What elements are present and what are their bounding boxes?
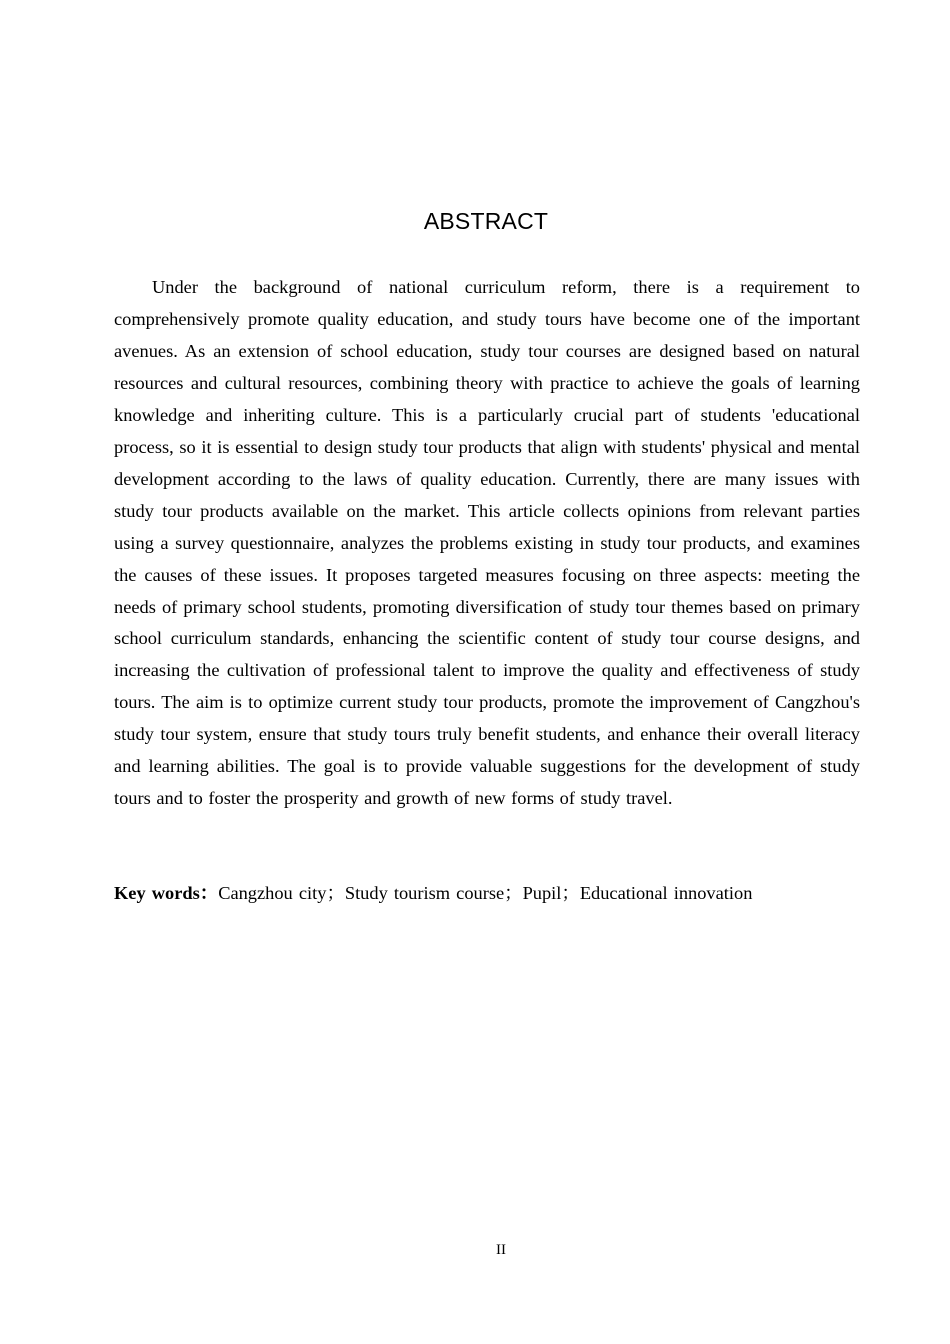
abstract-heading: ABSTRACT <box>423 208 549 234</box>
keywords-label: Key words： <box>114 883 219 903</box>
keyword-item: Study tourism course <box>344 883 505 903</box>
keyword-item: Pupil <box>522 883 562 903</box>
keyword-separator: ； <box>326 883 345 903</box>
abstract-body: Under the background of national curriculum reform, there is a requirement to comprehensively promote quality education, and study tours have become one of the important avenues. As an extension of school education, study tour courses are designed based on natural resources and cultural resources, combining theory with practice to achieve the goals of learning knowledge and inheriting culture. This is a particularly crucial part of students 'educational process, so it is essential to design study tour products that align with students' physical and mental development according to the laws of quality education. Currently, there are many issues with study tour products available on the market. This article collects opinions from relevant parties using a survey questionnaire, analyzes the problems existing in study tour products, and examines the causes of these issues. It proposes targeted measures focusing on three aspects: meeting the needs of primary school students, promoting diversification of study tour themes based on primary school curriculum standards, enhancing the scientific content of study tour course designs, and increasing the cultivation of professional talent to improve the quality and effectiveness of study tours. The aim is to optimize current study tour products, promote the improvement of Cangzhou's study tour system, ensure that study tours truly benefit students, and enhance their overall literacy and learning abilities. The goal is to provide valuable suggestions for the development of study tours and to foster the prosperity and growth of new forms of study travel. <box>114 277 860 809</box>
keyword-item: Cangzhou city <box>218 883 327 903</box>
keyword-separator: ； <box>504 883 523 903</box>
keyword-item: Educational innovation <box>579 883 753 903</box>
keywords-line <box>114 878 874 910</box>
keyword-separator: ； <box>561 883 580 903</box>
page-number: II <box>496 1242 506 1258</box>
